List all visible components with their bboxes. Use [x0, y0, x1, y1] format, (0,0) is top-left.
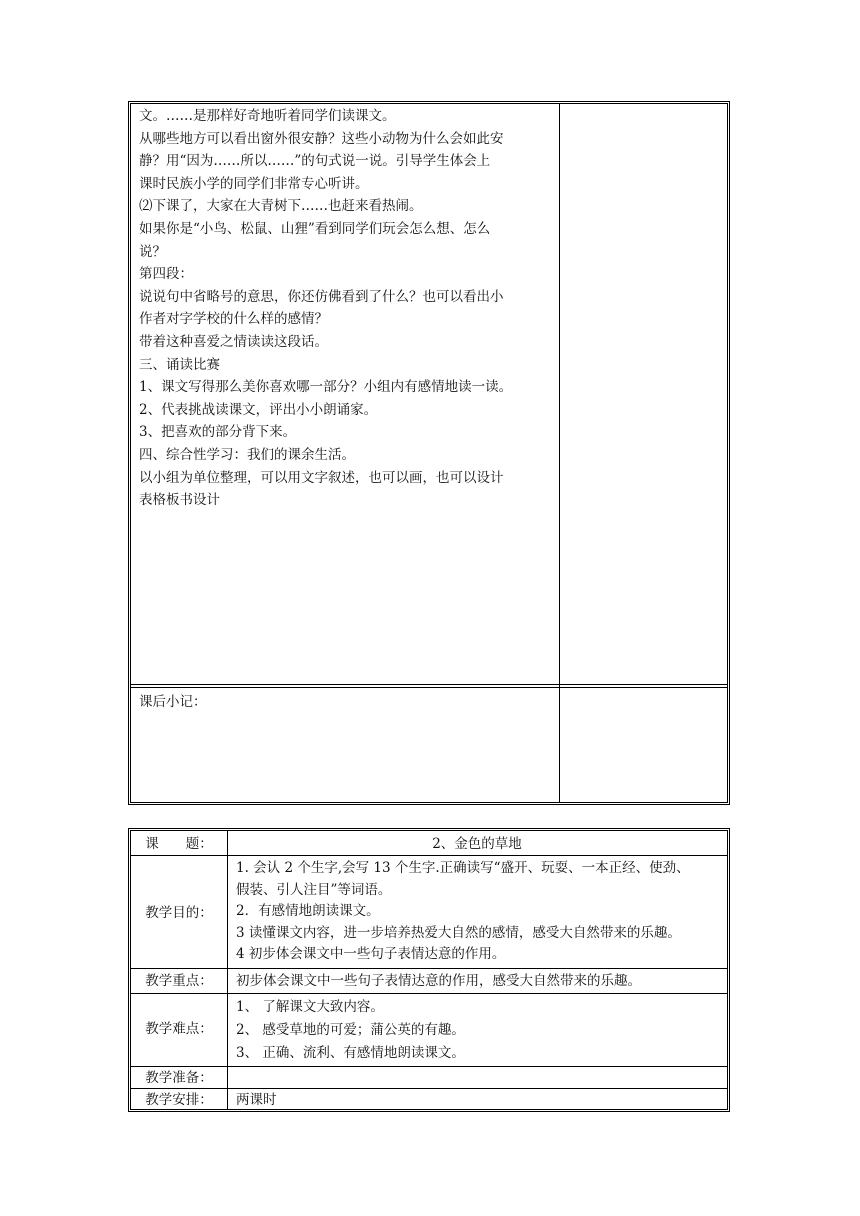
difficulties-content — [236, 996, 723, 1065]
text-line: 3、把喜欢的部分背下来。 — [139, 424, 297, 441]
lesson-process-cell — [139, 105, 557, 683]
text-line: 从哪些地方可以看出窗外很安静？这些小动物为什么会如此安 — [139, 130, 504, 147]
objectives-label: 教学目的： — [145, 905, 213, 921]
objective-line: 2．有感情地朗读课文。 — [236, 903, 380, 920]
text-line: 作者对字学校的什么样的感情？ — [139, 311, 328, 328]
column-divider — [227, 831, 228, 1109]
difficulty-line: 2、 感受草地的可爱；蒲公英的有趣。 — [236, 1022, 465, 1038]
row-divider-double — [131, 687, 727, 688]
text-line: 四、综合性学习：我们的课余生活。 — [139, 446, 355, 463]
key-points-label: 教学重点： — [145, 973, 213, 989]
row-divider — [131, 993, 727, 994]
notes-label: 课后小记： — [139, 694, 207, 710]
topic-label: 课 题： — [145, 836, 213, 852]
row-divider — [131, 684, 727, 685]
post-lesson-notes-cell — [139, 691, 557, 801]
text-line: 以小组为单位整理，可以用文字叙述，也可以画，也可以设计 — [139, 469, 504, 486]
difficulties-label: 教学难点： — [145, 1021, 213, 1037]
row-divider — [131, 1088, 727, 1089]
text-line: 带着这种喜爱之情读读这段话。 — [139, 333, 328, 350]
column-divider — [559, 104, 560, 802]
text-line: 说说句中省略号的意思，你还仿佛看到了什么？也可以看出小 — [139, 288, 504, 305]
text-line: 1、课文写得那么美你喜欢哪一部分？小组内有感情地读一读。 — [139, 379, 513, 396]
row-divider — [131, 855, 727, 856]
objective-line: 3 读懂课文内容，进一步培养热爱大自然的感情，感受大自然带来的乐趣。 — [236, 924, 681, 941]
key-points-content — [236, 971, 723, 991]
text-line: 三、诵读比赛 — [139, 356, 220, 373]
lesson-plan-table — [128, 828, 730, 1112]
text-line: 课时民族小学的同学们非常专心听讲。 — [139, 175, 369, 192]
objective-line: 4 初步体会课文中一些句子表情达意的作用。 — [236, 946, 506, 963]
schedule-content — [236, 1090, 723, 1110]
preparation-label: 教学准备： — [145, 1070, 213, 1086]
text-line: 说？ — [139, 243, 166, 260]
text-line: 静？用“因为……所以……”的句式说一说。引导学生体会上 — [139, 153, 491, 170]
objective-line: 假装、引人注目”等词语。 — [236, 881, 392, 898]
text-line: ⑵下课了，大家在大青树下……也赶来看热闹。 — [139, 198, 423, 215]
schedule-label: 教学安排： — [145, 1092, 213, 1108]
objective-line: 1. 会认 2 个生字,会写 13 个生字.正确读写“盛开、玩耍、一本正经、使劲、 — [236, 860, 690, 876]
difficulty-line: 1、 了解课文大致内容。 — [236, 999, 384, 1015]
upper-lesson-table — [128, 101, 730, 805]
text-line: 文。……是那样好奇地听着同学们读课文。 — [139, 108, 396, 124]
topic-value: 2、金色的草地 — [432, 836, 522, 852]
row-divider — [131, 1066, 727, 1067]
text-line: 如果你是“小鸟、松鼠、山狸”看到同学们玩会怎么想、怎么 — [139, 220, 491, 237]
schedule-text: 两课时 — [236, 1092, 277, 1108]
objectives-content — [236, 858, 723, 966]
text-line: 表格板书设计 — [139, 492, 220, 509]
text-line: 第四段： — [139, 266, 193, 283]
row-divider — [131, 968, 727, 969]
text-line: 2、代表挑战读课文，评出小小朗诵家。 — [139, 401, 378, 418]
key-points-text: 初步体会课文中一些句子表情达意的作用，感受大自然带来的乐趣。 — [236, 973, 641, 989]
difficulty-line: 3、 正确、流利、有感情地朗读课文。 — [236, 1045, 465, 1061]
